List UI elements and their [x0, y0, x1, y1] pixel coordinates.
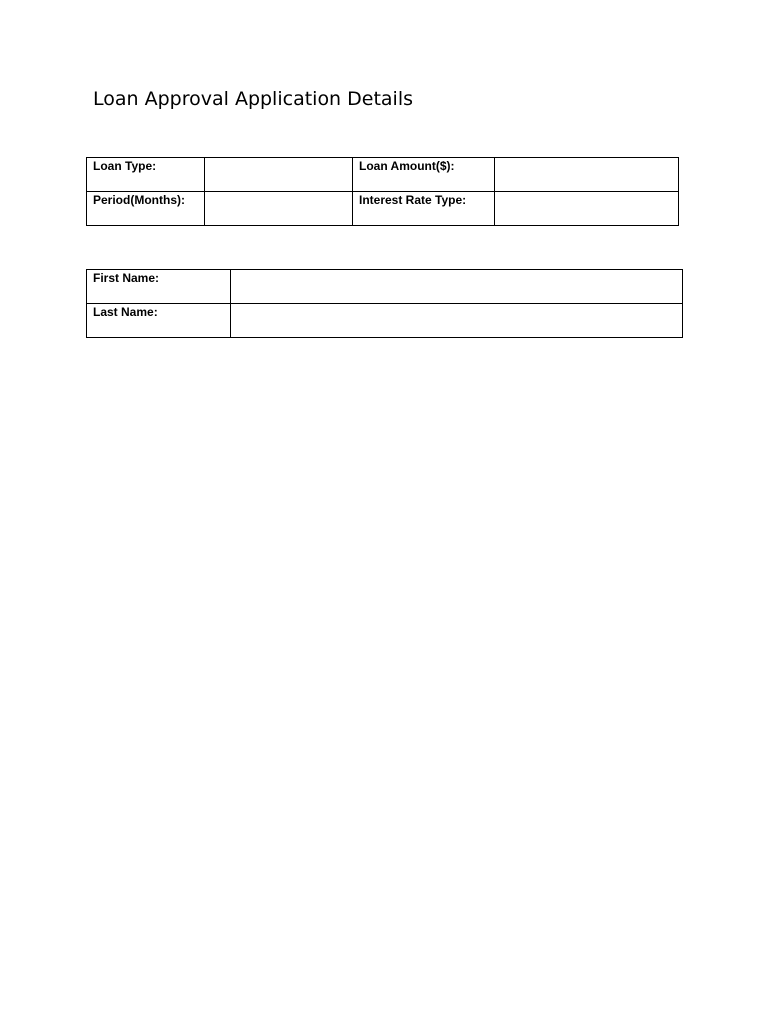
- last-name-label-cell: [87, 304, 231, 338]
- first-name-field[interactable]: [231, 270, 683, 304]
- loan-type-label: Loan Type:: [93, 159, 157, 173]
- period-label-cell: [87, 192, 205, 226]
- first-name-label-cell: [87, 270, 231, 304]
- interest-rate-type-field[interactable]: [495, 192, 679, 226]
- loan-amount-label: Loan Amount($):: [359, 159, 455, 173]
- loan-amount-field[interactable]: [495, 158, 679, 192]
- table-row: [87, 270, 683, 304]
- table-row: [87, 158, 679, 192]
- last-name-field[interactable]: [231, 304, 683, 338]
- interest-rate-type-label: Interest Rate Type:: [359, 193, 467, 207]
- last-name-label: Last Name:: [93, 305, 158, 319]
- table-row: [87, 192, 679, 226]
- loan-type-label-cell: [87, 158, 205, 192]
- page-title: Loan Approval Application Details: [93, 88, 414, 110]
- applicant-name-table: [86, 269, 683, 338]
- first-name-label: First Name:: [93, 271, 160, 285]
- loan-amount-label-cell: [353, 158, 495, 192]
- loan-type-field[interactable]: [205, 158, 353, 192]
- period-label: Period(Months):: [93, 193, 185, 207]
- table-row: [87, 304, 683, 338]
- period-field[interactable]: [205, 192, 353, 226]
- interest-rate-type-label-cell: [353, 192, 495, 226]
- loan-details-table: [86, 157, 679, 226]
